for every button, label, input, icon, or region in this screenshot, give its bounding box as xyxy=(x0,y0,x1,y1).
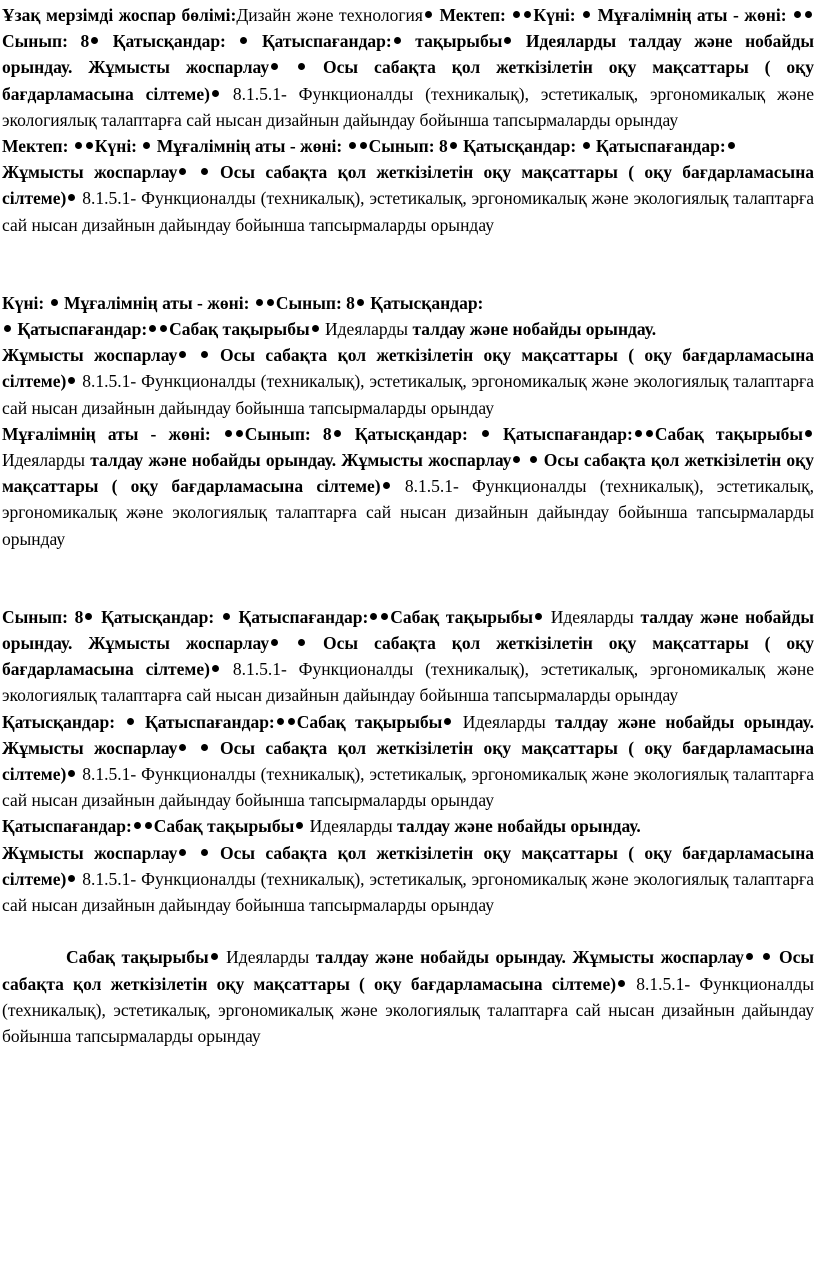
purpose-label: Жұмысты жоспарлау xyxy=(572,947,744,968)
objectives-label: Осы сабақта қол жеткізілетін оқу мақсаттары ( оқу бағдарламасына сілтеме) xyxy=(2,842,815,889)
topic-label: Сабақ тақырыбы xyxy=(390,606,534,627)
objectives-label: Осы сабақта қол жеткізілетін оқу мақсаттары ( оқу бағдарламасына сілтеме) xyxy=(2,633,815,680)
bullet-icon xyxy=(212,90,219,97)
topic-value-lead: Идеяларды xyxy=(226,947,310,968)
topic-value-lead: Идеяларды xyxy=(2,450,86,471)
bullet-icon xyxy=(271,639,278,646)
school-label: Мектеп: xyxy=(439,5,506,25)
block-1 xyxy=(2,2,814,133)
bullet-icon xyxy=(805,11,812,18)
present-label: Қатысқандар: xyxy=(101,606,215,627)
spacer xyxy=(2,552,814,604)
topic-label: Сабақ тақырыбы xyxy=(296,711,443,732)
absent-label: Қатыспағандар: xyxy=(144,711,275,732)
class-label: Сынып: xyxy=(368,136,435,157)
class-value: 8 xyxy=(322,423,332,444)
bullet-icon xyxy=(201,168,208,175)
block-2 xyxy=(2,133,814,238)
bullet-icon xyxy=(160,325,167,332)
bullet-icon xyxy=(298,63,305,70)
class-value: 8 xyxy=(74,606,84,627)
bullet-icon xyxy=(288,718,295,725)
bullet-icon xyxy=(179,849,186,856)
bullet-icon xyxy=(794,11,801,18)
bullet-icon xyxy=(145,822,152,829)
bullet-icon xyxy=(504,37,511,44)
bullet-icon xyxy=(225,430,232,437)
present-label: Қатысқандар: xyxy=(112,31,226,52)
objectives-label: Осы сабақта қол жеткізілетін оқу мақсаттары ( оқу бағдарламасына сілтеме) xyxy=(2,345,815,392)
spacer xyxy=(2,238,814,290)
class-value: 8 xyxy=(346,292,355,313)
absent-label: Қатыспағандар: xyxy=(595,136,726,157)
bullet-icon xyxy=(86,142,93,149)
bullet-icon xyxy=(267,299,274,306)
bullet-icon xyxy=(583,142,590,149)
date-label: Күні: xyxy=(533,5,576,25)
bullet-icon xyxy=(357,299,364,306)
block-7 xyxy=(2,813,814,918)
objective-text: 8.1.5.1- Функционалды (техникалық), эстетикалық, эргономикалық және экологиялық талаптарға сай нысан дизайнын дайындау бойынша тапсырмаларды орындау xyxy=(2,476,814,549)
school-label: Мектеп: xyxy=(2,136,69,157)
bullet-icon xyxy=(805,430,812,437)
topic-value-rest: талдау және нобайды орындау. xyxy=(2,606,815,654)
topic-value-lead: Идеяларды xyxy=(309,816,393,837)
bullet-icon xyxy=(334,430,341,437)
purpose-label: Жұмысты жоспарлау xyxy=(88,633,270,654)
absent-label: Қатыспағандар: xyxy=(261,31,392,52)
bullet-icon xyxy=(383,482,390,489)
bullet-icon xyxy=(450,142,457,149)
objectives-label: Осы сабақта қол жеткізілетін оқу мақсаттары ( оқу бағдарламасына сілтеме) xyxy=(2,947,815,994)
class-label: Сынып: xyxy=(2,31,68,52)
bullet-icon xyxy=(646,430,653,437)
bullet-icon xyxy=(746,953,753,960)
bullet-icon xyxy=(127,718,134,725)
topic-value-lead: Идеяларды xyxy=(325,319,409,340)
topic-value-rest: талдау және нобайды орындау. xyxy=(315,947,566,968)
topic-label: Сабақ тақырыбы xyxy=(654,423,804,444)
period-value: Дизайн және технология xyxy=(236,5,423,25)
bullet-icon xyxy=(236,430,243,437)
block-8 xyxy=(2,944,814,1049)
bullet-icon xyxy=(179,744,186,751)
bullet-icon xyxy=(535,613,542,620)
bullet-icon xyxy=(583,11,590,18)
purpose-label: Жұмысты жоспарлау xyxy=(341,450,512,471)
topic-value-rest: талдау және нобайды орындау. xyxy=(412,319,657,340)
objectives-label: Осы сабақта қол жеткізілетін оқу мақсаттары ( оқу бағдарламасына сілтеме) xyxy=(2,737,815,785)
block-6 xyxy=(2,709,814,814)
topic-value-rest: талдау және нобайды орындау. xyxy=(90,450,337,471)
absent-label: Қатыспағандар: xyxy=(17,319,148,340)
class-value: 8 xyxy=(80,31,90,52)
bullet-icon xyxy=(635,430,642,437)
bullet-icon xyxy=(211,953,218,960)
bullet-icon xyxy=(179,168,186,175)
bullet-icon xyxy=(763,953,770,960)
bullet-icon xyxy=(256,299,263,306)
purpose-label: Жұмысты жоспарлау xyxy=(88,57,270,78)
teacher-label: Мұғалімнің аты - жөні: xyxy=(63,292,250,313)
bullet-icon xyxy=(444,718,451,725)
bullet-icon xyxy=(68,875,75,882)
class-label: Сынып: xyxy=(2,606,68,627)
topic-value-lead: Идеяларды xyxy=(550,606,634,627)
bullet-icon xyxy=(68,377,75,384)
class-value: 8 xyxy=(438,136,448,157)
bullet-icon xyxy=(482,430,489,437)
bullet-icon xyxy=(298,639,305,646)
absent-label: Қатыспағандар: xyxy=(2,816,132,837)
objective-text: 8.1.5.1- Функционалды (техникалық), эстетикалық, эргономикалық және экологиялық талаптарға сай нысан дизайнын дайындау бойынша тапсырмаларды орындау xyxy=(2,868,814,916)
bullet-icon xyxy=(530,456,537,463)
objectives-label: Осы сабақта қол жеткізілетін оқу мақсаттары ( оқу бағдарламасына сілтеме) xyxy=(2,450,814,497)
objectives-label: Осы сабақта қол жеткізілетін оқу мақсаттары ( оқу бағдарламасына сілтеме) xyxy=(2,162,815,209)
bullet-icon xyxy=(201,849,208,856)
bullet-icon xyxy=(618,980,625,987)
class-label: Сынып: xyxy=(244,423,311,444)
class-label: Сынып: xyxy=(275,292,342,313)
block-5 xyxy=(2,604,814,709)
topic-value: Идеяларды талдау және нобайды орындау. xyxy=(2,31,815,78)
bullet-icon xyxy=(223,613,230,620)
teacher-label: Мұғалімнің аты - жөні: xyxy=(2,423,211,444)
bullet-icon xyxy=(394,37,401,44)
bullet-icon xyxy=(179,351,186,358)
present-label: Қатысқандар: xyxy=(463,136,577,157)
bullet-icon xyxy=(134,822,141,829)
bullet-icon xyxy=(201,351,208,358)
present-label: Қатысқандар: xyxy=(370,292,484,313)
bullet-icon xyxy=(513,11,520,18)
bullet-icon xyxy=(360,142,367,149)
bullet-icon xyxy=(212,665,219,672)
bullet-icon xyxy=(201,744,208,751)
absent-label: Қатыспағандар: xyxy=(503,423,633,444)
block-3 xyxy=(2,290,814,421)
bullet-icon xyxy=(370,613,377,620)
purpose-label: Жұмысты жоспарлау xyxy=(2,737,178,758)
date-label: Күні: xyxy=(2,292,45,313)
bullet-icon xyxy=(68,194,75,201)
bullet-icon xyxy=(51,299,58,306)
topic-value-rest: талдау және нобайды орындау. xyxy=(397,816,641,837)
bullet-icon xyxy=(425,11,432,18)
bullet-icon xyxy=(143,142,150,149)
block-4 xyxy=(2,421,814,552)
bullet-icon xyxy=(149,325,156,332)
teacher-label: Мұғалімнің аты - жөні: xyxy=(156,136,343,157)
objective-text: 8.1.5.1- Функционалды (техникалық), эстетикалық, эргономикалық және экологиялық талаптарға сай нысан дизайнын дайындау бойынша тапсырмаларды орындау xyxy=(2,83,814,130)
present-label: Қатысқандар: xyxy=(354,423,468,444)
topic-value-lead: Идеяларды xyxy=(462,711,546,732)
objective-text: 8.1.5.1- Функционалды (техникалық), эстетикалық, эргономикалық және экологиялық талаптарға сай нысан дизайнын дайындау бойынша тапсырмаларды орындау xyxy=(2,659,814,706)
date-label: Күні: xyxy=(94,136,138,157)
purpose-label: Жұмысты жоспарлау xyxy=(2,162,178,183)
absent-label: Қатыспағандар: xyxy=(238,606,369,627)
period-label: Ұзақ мерзімді жоспар бөлімі: xyxy=(2,5,237,25)
bullet-icon xyxy=(4,325,11,332)
topic-tail: тақырыбы xyxy=(415,31,503,52)
bullet-icon xyxy=(524,11,531,18)
objective-text: 8.1.5.1- Функционалды (техникалық), эстетикалық, эргономикалық және экологиялық талаптарға сай нысан дизайнын дайындау бойынша тапсырмаларды орындау xyxy=(2,764,814,811)
topic-label: Сабақ тақырыбы xyxy=(66,947,209,968)
purpose-label: Жұмысты жоспарлау xyxy=(2,345,178,366)
objective-text: 8.1.5.1- Функционалды (техникалық), эстетикалық, эргономикалық және экологиялық талаптарға сай нысан дизайнын дайындау бойынша тапсырмаларды орындау xyxy=(2,188,814,235)
bullet-icon xyxy=(68,770,75,777)
bullet-icon xyxy=(296,822,303,829)
bullet-icon xyxy=(381,613,388,620)
bullet-icon xyxy=(277,718,284,725)
bullet-icon xyxy=(240,37,247,44)
spacer xyxy=(2,918,814,944)
bullet-icon xyxy=(75,142,82,149)
purpose-label: Жұмысты жоспарлау xyxy=(2,842,178,863)
bullet-icon xyxy=(271,63,278,70)
bullet-icon xyxy=(312,325,319,332)
objective-text: 8.1.5.1- Функционалды (техникалық), эстетикалық, эргономикалық және экологиялық талаптарға сай нысан дизайнын дайындау бойынша тапсырмаларды орындау xyxy=(2,973,814,1046)
topic-label: Сабақ тақырыбы xyxy=(169,319,310,340)
topic-label: Сабақ тақырыбы xyxy=(153,816,295,837)
present-label: Қатысқандар: xyxy=(2,711,116,732)
bullet-icon xyxy=(513,456,520,463)
bullet-icon xyxy=(728,142,735,149)
bullet-icon xyxy=(85,613,92,620)
bullet-icon xyxy=(349,142,356,149)
objective-text: 8.1.5.1- Функционалды (техникалық), эстетикалық, эргономикалық және экологиялық талаптарға сай нысан дизайнын дайындау бойынша тапсырмаларды орындау xyxy=(2,371,814,418)
bullet-icon xyxy=(91,37,98,44)
teacher-label: Мұғалімнің аты - жөні: xyxy=(597,5,787,25)
objectives-label: Осы сабақта қол жеткізілетін оқу мақсаттары ( оқу бағдарламасына сілтеме) xyxy=(2,57,815,104)
topic-value-rest: талдау және нобайды орындау. xyxy=(555,711,815,732)
